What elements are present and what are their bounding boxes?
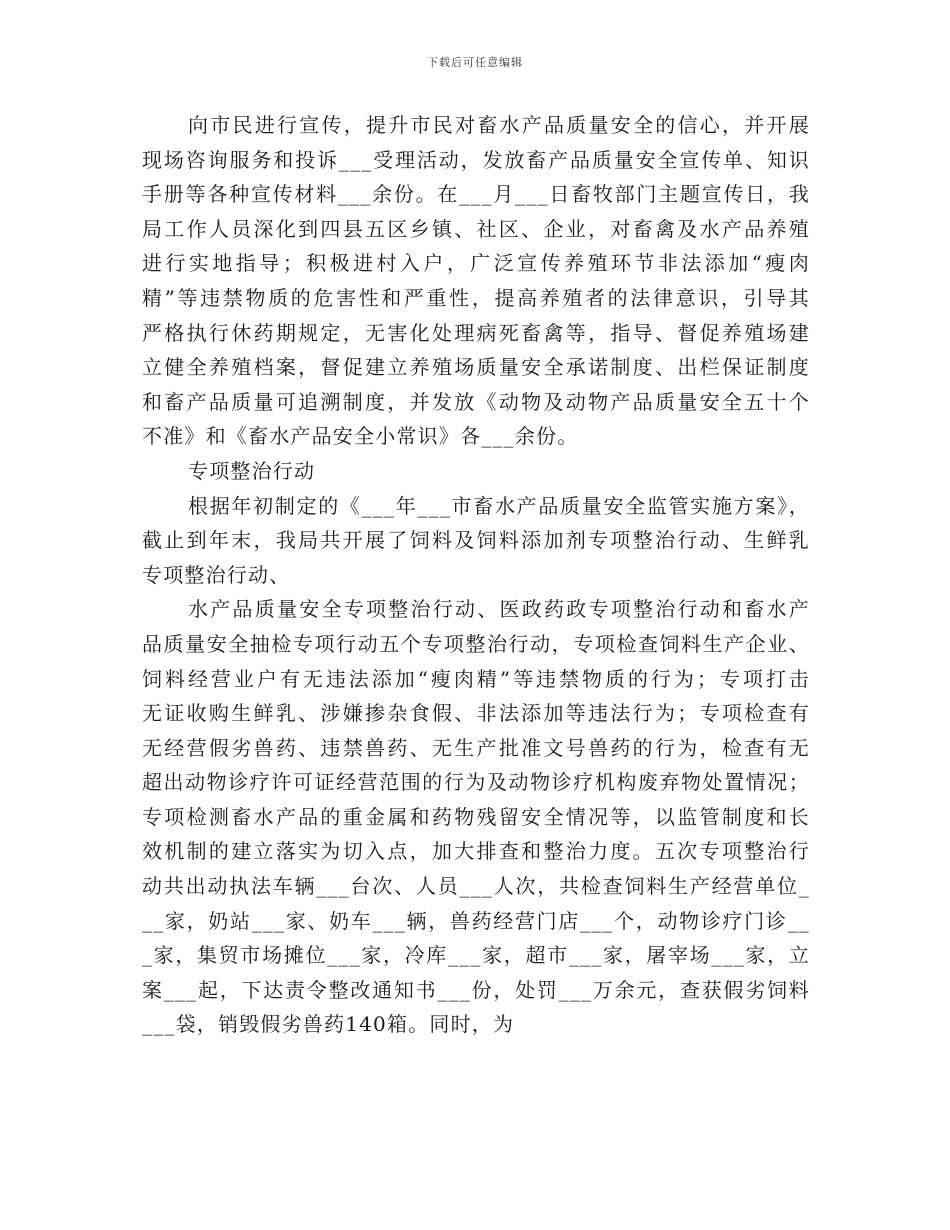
text-line: 截止到年末，我局共开展了饲料及饲料添加剂专项整治行动、生鲜乳 bbox=[142, 528, 810, 553]
text-line: ___袋，销毁假劣兽药140箱。同时，为 bbox=[142, 1012, 515, 1037]
text-line: _家，集贸市场摊位___家，冷库___家，超市___家，屠宰场___家，立 bbox=[142, 943, 810, 968]
text-line: 无经营假劣兽药、违禁兽药、无生产批准文号兽药的行为，检查有无 bbox=[142, 735, 810, 760]
page-header: 下载后可任意编辑 bbox=[427, 56, 523, 69]
text-line: 品质量安全抽检专项行动五个专项整治行动，专项检查饲料生产企业、 bbox=[142, 631, 810, 656]
text-line: 现场咨询服务和投诉___受理活动，发放畜产品质量安全宣传单、知识 bbox=[142, 147, 810, 172]
text-line: 专项整治行动 bbox=[188, 458, 316, 483]
text-line: 专项整治行动、 bbox=[142, 562, 291, 587]
text-line: 不准》和《畜水产品安全小常识》各___余份。 bbox=[142, 424, 579, 449]
text-line: 无证收购生鲜乳、涉嫌掺杂食假、非法添加等违法行为；专项检查有 bbox=[142, 701, 810, 726]
text-line: 根据年初制定的《___年___市畜水产品质量安全监管实施方案》， bbox=[188, 493, 810, 518]
text-line: 饲料经营业户有无违法添加“瘦肉精”等违禁物质的行为；专项打击 bbox=[142, 666, 810, 691]
text-line: __家，奶站___家、奶车___辆，兽药经营门店___个，动物诊疗门诊__ bbox=[142, 908, 810, 933]
document-body bbox=[142, 108, 810, 1042]
text-line: 进行实地指导；积极进村入户，广泛宣传养殖环节非法添加“瘦肉 bbox=[142, 251, 810, 276]
text-line: 水产品质量安全专项整治行动、医政药政专项整治行动和畜水产 bbox=[188, 597, 810, 622]
text-line: 案___起，下达责令整改通知书___份，处罚___万余元，查获假劣饲料 bbox=[142, 977, 810, 1002]
text-line: 精”等违禁物质的危害性和严重性，提高养殖者的法律意识，引导其 bbox=[142, 285, 810, 310]
text-line: 手册等各种宣传材料___余份。在___月___日畜牧部门主题宣传日，我 bbox=[142, 182, 810, 207]
text-line: 超出动物诊疗许可证经营范围的行为及动物诊疗机构废弃物处置情况； bbox=[142, 770, 810, 795]
text-line: 动共出动执法车辆___台次、人员___人次，共检查饲料生产经营单位_ bbox=[142, 874, 810, 899]
text-line: 严格执行休药期规定，无害化处理病死畜禽等，指导、督促养殖场建 bbox=[142, 320, 810, 345]
text-line: 局工作人员深化到四县五区乡镇、社区、企业，对畜禽及水产品养殖 bbox=[142, 216, 810, 241]
text-line: 专项检测畜水产品的重金属和药物残留安全情况等，以监管制度和长 bbox=[142, 804, 810, 829]
text-line: 立健全养殖档案，督促建立养殖场质量安全承诺制度、出栏保证制度 bbox=[142, 355, 810, 380]
text-line: 向市民进行宣传，提升市民对畜水产品质量安全的信心，并开展 bbox=[188, 113, 810, 137]
text-line: 效机制的建立落实为切入点，加大排查和整治力度。五次专项整治行 bbox=[142, 839, 810, 864]
text-line: 和畜产品质量可追溯制度，并发放《动物及动物产品质量安全五十个 bbox=[142, 389, 810, 414]
